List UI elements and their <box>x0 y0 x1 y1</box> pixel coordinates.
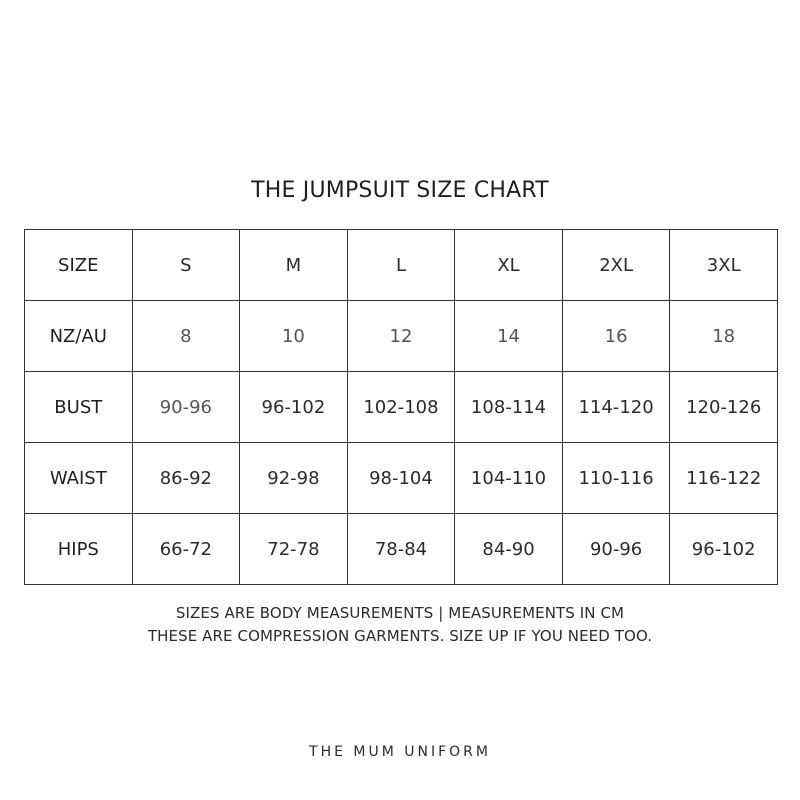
table-cell: 3XL <box>670 230 778 301</box>
table-row-bust <box>25 372 778 443</box>
table-cell: 12 <box>347 301 455 372</box>
brand-name: THE MUM UNIFORM <box>309 744 491 760</box>
table-cell: 2XL <box>562 230 670 301</box>
table-cell: 86-92 <box>132 443 240 514</box>
table-cell: 8 <box>132 301 240 372</box>
table-cell: 98-104 <box>347 443 455 514</box>
table-cell: 90-96 <box>132 372 240 443</box>
row-label-bust: BUST <box>25 372 133 443</box>
size-chart-title: THE JUMPSUIT SIZE CHART <box>251 178 549 203</box>
table-cell: 72-78 <box>240 514 348 585</box>
table-cell: 18 <box>670 301 778 372</box>
table-cell: 104-110 <box>455 443 563 514</box>
table-cell: S <box>132 230 240 301</box>
table-cell: 66-72 <box>132 514 240 585</box>
table-cell: 78-84 <box>347 514 455 585</box>
row-label-nz-au: NZ/AU <box>25 301 133 372</box>
compression-note: THESE ARE COMPRESSION GARMENTS. SIZE UP IF YOU NEED TOO. <box>147 627 653 645</box>
table-row-nz-au <box>25 301 778 372</box>
table-cell: 96-102 <box>670 514 778 585</box>
table-row-waist <box>25 443 778 514</box>
row-label-size: SIZE <box>25 230 133 301</box>
table-cell: 110-116 <box>562 443 670 514</box>
table-row-hips <box>25 514 778 585</box>
table-row-size <box>25 230 778 301</box>
table-cell: L <box>347 230 455 301</box>
table-cell: 116-122 <box>670 443 778 514</box>
size-chart-table <box>24 229 778 585</box>
size-notes <box>0 602 800 648</box>
table-cell: 102-108 <box>347 372 455 443</box>
table-cell: 96-102 <box>240 372 348 443</box>
table-cell: 84-90 <box>455 514 563 585</box>
row-label-hips: HIPS <box>25 514 133 585</box>
table-cell: M <box>240 230 348 301</box>
table-cell: 114-120 <box>562 372 670 443</box>
table-cell: 16 <box>562 301 670 372</box>
table-cell: 14 <box>455 301 563 372</box>
measurement-note: SIZES ARE BODY MEASUREMENTS | MEASUREMENTS IN CM <box>175 604 625 622</box>
table-cell: 90-96 <box>562 514 670 585</box>
table-cell: 92-98 <box>240 443 348 514</box>
table-cell: 120-126 <box>670 372 778 443</box>
table-cell: XL <box>455 230 563 301</box>
table-cell: 108-114 <box>455 372 563 443</box>
row-label-waist: WAIST <box>25 443 133 514</box>
table-cell: 10 <box>240 301 348 372</box>
